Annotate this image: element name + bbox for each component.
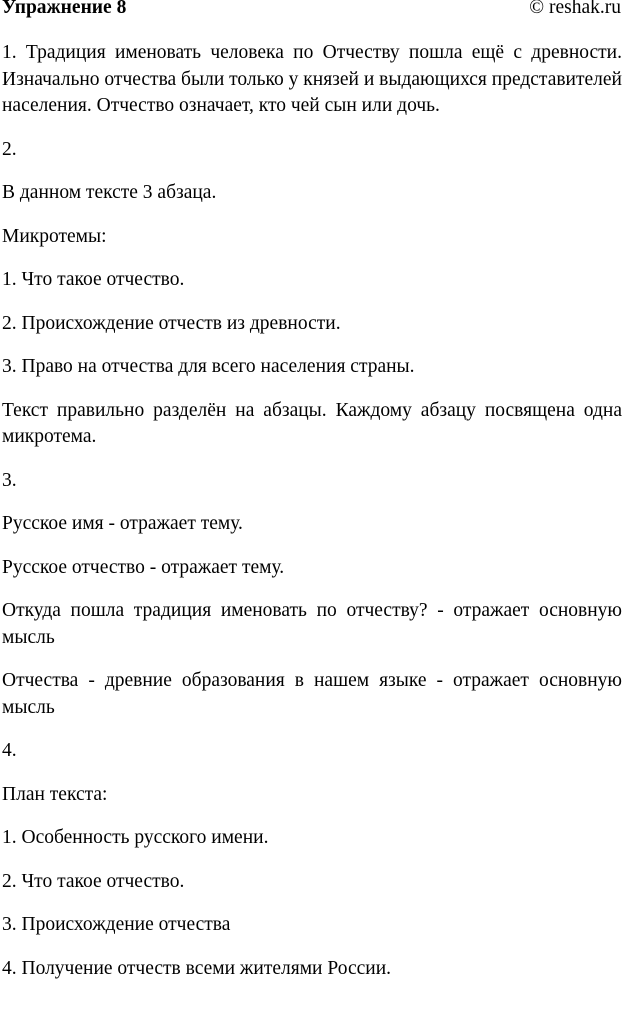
plan-heading: План текста: xyxy=(2,783,108,805)
exercise-title: Упражнение 8 xyxy=(2,0,127,18)
paragraph-section-3-number: 3. xyxy=(2,469,17,491)
title-analysis-item: Отчества - древние образования в нашем языке - отражает основную мысль xyxy=(2,670,622,718)
title-analysis-item: Русское имя - отражает тему. xyxy=(2,513,243,534)
answer-body xyxy=(2,40,622,982)
paragraph-division-note: Текст правильно разделён на абзацы. Каждому абзацу посвящена одна микротема. xyxy=(2,399,622,447)
title-analysis-item: Русское отчество - отражает тему. xyxy=(2,556,285,578)
site-watermark: © reshak.ru xyxy=(529,0,621,18)
paragraph-section-4-number: 4. xyxy=(2,740,17,761)
microthemes-heading: Микротемы: xyxy=(2,225,107,247)
paragraph-count: В данном тексте 3 абзаца. xyxy=(2,182,217,203)
paragraph-section-2-number: 2. xyxy=(2,138,17,160)
plan-item: 3. Происхождение отчества xyxy=(2,914,231,935)
microtheme-item: 1. Что такое отчество. xyxy=(2,269,185,290)
page-header xyxy=(0,0,625,22)
plan-item: 4. Получение отчеств всеми жителями России. xyxy=(2,957,392,979)
microtheme-item: 2. Происхождение отчеств из древности. xyxy=(2,312,341,334)
plan-item: 2. Что такое отчество. xyxy=(2,870,185,892)
title-analysis-item: Откуда пошла традиция именовать по отчеству? - отражает основную мысль xyxy=(2,600,622,648)
plan-item: 1. Особенность русского имени. xyxy=(2,827,269,848)
microtheme-item: 3. Право на отчества для всего населения страны. xyxy=(2,356,415,377)
paragraph-answer-1: 1. Традиция именовать человека по Отчеству пошла ещё с древности. Изначально отчества были только у князей и выдающихся представителей населения. Отчество означает, кто чей сын или дочь. xyxy=(2,42,622,116)
